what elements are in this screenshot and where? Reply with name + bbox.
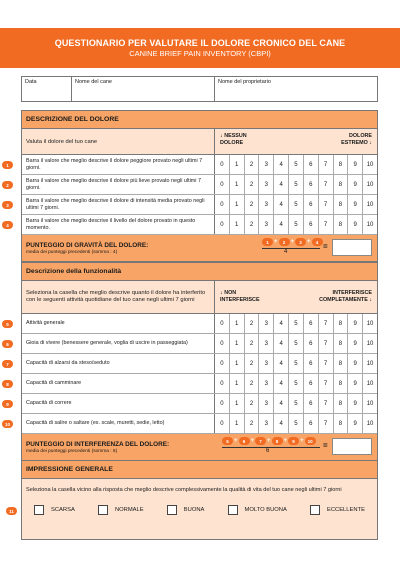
pain-score-title: PUNTEGGIO DI GRAVITÀ DEL DOLORE:: [26, 241, 149, 249]
rating-option[interactable]: 6: [304, 374, 319, 393]
rating-option[interactable]: 6: [304, 414, 319, 433]
function-row: [6, 354, 377, 374]
pain-score-text: [22, 239, 152, 258]
rating-option[interactable]: 6: [304, 155, 319, 174]
rating-option[interactable]: 8: [334, 414, 349, 433]
rating-option[interactable]: 4: [274, 414, 289, 433]
rating-scale: [215, 334, 377, 353]
pain-score-box[interactable]: [332, 239, 372, 256]
rating-option[interactable]: 1: [230, 414, 245, 433]
rating-option[interactable]: 3: [259, 354, 274, 373]
rating-option[interactable]: 9: [348, 155, 363, 174]
pain-scale-labels: [215, 129, 377, 154]
rating-option[interactable]: 2: [245, 334, 260, 353]
pain-formula: 1 + 2 + 3 + 4: [262, 238, 323, 246]
function-row-label: [22, 354, 215, 373]
rating-option[interactable]: 5: [289, 334, 304, 353]
item-bullet: 5: [2, 320, 13, 328]
rating-option[interactable]: 10: [366, 360, 374, 367]
rating-option[interactable]: 3: [259, 215, 274, 234]
function-score-row: [22, 434, 377, 460]
rating-option[interactable]: 7: [319, 155, 334, 174]
function-row-text: Capacità di salire o saltare (es. scale, muretti, sedie, letto): [26, 420, 165, 427]
rating-option[interactable]: 0: [215, 314, 230, 333]
date-field[interactable]: Data: [22, 77, 72, 101]
rating-scale: [215, 354, 377, 373]
item-bullet: 3: [2, 201, 13, 209]
checkbox[interactable]: [310, 505, 320, 515]
rating-option[interactable]: 1: [230, 334, 245, 353]
pain-row-text: Barra il valore che meglio descrive il dolore peggiore provato negli ultimi 7 giorni.: [26, 157, 203, 171]
function-score-subtitle: media dei punteggi precedenti (somma : 6): [26, 448, 118, 454]
rating-scale: [215, 215, 377, 234]
form-title: QUESTIONARIO PER VALUTARE IL DOLORE CRONICO DEL CANE: [54, 38, 346, 48]
rating-option[interactable]: 0: [215, 155, 230, 174]
formula-pill: 8: [272, 437, 283, 445]
rating-scale: [215, 374, 377, 393]
pain-heading: DESCRIZIONE DEL DOLORE: [22, 111, 377, 129]
rating-option[interactable]: 4: [274, 334, 289, 353]
pain-row-label: [22, 175, 215, 194]
item-bullet: 11: [6, 507, 17, 515]
rating-option[interactable]: 2: [245, 215, 260, 234]
general-option-label: NORMALE: [114, 506, 144, 513]
rating-option[interactable]: 9: [348, 394, 363, 413]
rating-option[interactable]: 5: [289, 414, 304, 433]
general-option[interactable]: [167, 505, 205, 515]
function-row: [6, 394, 377, 414]
checkbox[interactable]: [34, 505, 44, 515]
function-rows: [4, 314, 377, 434]
rating-option[interactable]: 8: [334, 374, 349, 393]
rating-option[interactable]: 8: [334, 215, 349, 234]
rating-option[interactable]: 0: [215, 175, 230, 194]
rating-option[interactable]: 1: [230, 155, 245, 174]
rating-option[interactable]: 2: [245, 414, 260, 433]
rating-option[interactable]: 7: [319, 394, 334, 413]
rating-option[interactable]: 6: [304, 175, 319, 194]
function-formula: 5 + 6 + 7 + 8 + 9 + 10: [222, 437, 316, 445]
rating-option[interactable]: 4: [274, 394, 289, 413]
rating-option[interactable]: 5: [289, 175, 304, 194]
general-option-label: MOLTO BUONA: [244, 506, 287, 513]
rating-option[interactable]: 10: [366, 320, 374, 327]
rating-option[interactable]: 4: [274, 374, 289, 393]
pain-score-row: [22, 235, 377, 261]
function-row: [6, 314, 377, 334]
form-subtitle: CANINE BRIEF PAIN INVENTORY (CBPI): [129, 49, 271, 58]
rating-option[interactable]: 2: [245, 374, 260, 393]
item-bullet: 2: [2, 181, 13, 189]
rating-option[interactable]: 1: [230, 314, 245, 333]
function-section: [4, 262, 378, 461]
rating-option[interactable]: 3: [259, 175, 274, 194]
function-row: [4, 414, 377, 434]
pain-row-text: Barra il valore che meglio descrive il dolore di intensità media provato negli ultimi 7 giorni.: [26, 197, 205, 211]
function-row-text: Attività generale: [26, 320, 65, 327]
function-heading: Descrizione della funzionalità: [22, 263, 377, 281]
general-option[interactable]: [34, 505, 75, 515]
general-options-row: [9, 494, 373, 520]
rating-option[interactable]: 10: [366, 420, 374, 427]
formula-pill: 5: [222, 437, 233, 445]
rating-option[interactable]: 10: [366, 380, 374, 387]
function-row-text: Gioia di vivere (benessere generale, voglia di uscire in passeggiata): [26, 340, 188, 347]
rating-option[interactable]: 10: [366, 201, 374, 208]
rating-option[interactable]: 3: [259, 195, 274, 214]
rating-option[interactable]: 4: [274, 314, 289, 333]
form-header: [0, 28, 400, 68]
general-option-label: BUONA: [183, 506, 205, 513]
checkbox[interactable]: [167, 505, 177, 515]
item-bullet: 10: [2, 420, 13, 428]
rating-option[interactable]: 1: [230, 354, 245, 373]
rating-option[interactable]: 7: [319, 414, 334, 433]
rating-option[interactable]: 5: [289, 354, 304, 373]
function-row-text: Capacità di alzarsi da steso/seduto: [26, 360, 110, 367]
rating-option[interactable]: 2: [245, 314, 260, 333]
function-row-text: Capacità di camminare: [26, 380, 82, 387]
rating-option[interactable]: 0: [215, 354, 230, 373]
formula-pill: 6: [239, 437, 250, 445]
pain-high-label: DOLORE ESTREMO ↓: [341, 133, 372, 146]
rating-scale: [215, 175, 377, 194]
rating-scale: [215, 394, 377, 413]
pain-row-label: [22, 155, 215, 174]
rating-option[interactable]: 4: [274, 175, 289, 194]
general-option-label: SCARSA: [51, 506, 75, 513]
rating-option[interactable]: 2: [245, 354, 260, 373]
rating-option[interactable]: 9: [348, 414, 363, 433]
pain-row-label: [22, 215, 215, 234]
rating-scale: [215, 414, 377, 433]
rating-option[interactable]: 5: [289, 215, 304, 234]
rating-option[interactable]: 7: [319, 334, 334, 353]
pain-row: [6, 215, 377, 235]
item-bullet: 9: [2, 400, 13, 408]
rating-option[interactable]: 3: [259, 414, 274, 433]
rating-option[interactable]: 1: [230, 394, 245, 413]
fraction-line: [262, 248, 320, 249]
general-options: [26, 505, 373, 515]
rating-option[interactable]: 7: [319, 374, 334, 393]
rating-option[interactable]: 8: [334, 334, 349, 353]
formula-pill: 1: [262, 238, 273, 246]
formula-pill: 3: [295, 238, 306, 246]
function-row-label: [22, 394, 215, 413]
rating-option[interactable]: 0: [215, 195, 230, 214]
dog-name-field[interactable]: Nome del cane: [72, 77, 215, 101]
rating-option[interactable]: 0: [215, 374, 230, 393]
rating-option[interactable]: 10: [366, 400, 374, 407]
rating-option[interactable]: 5: [289, 314, 304, 333]
rating-option[interactable]: 9: [348, 215, 363, 234]
pain-section: [6, 110, 378, 262]
rating-option[interactable]: 9: [348, 195, 363, 214]
function-row-label: [22, 374, 215, 393]
function-subhead: [22, 281, 377, 314]
rating-option[interactable]: 8: [334, 354, 349, 373]
rating-option[interactable]: 6: [304, 334, 319, 353]
function-row: [6, 334, 377, 354]
rating-option[interactable]: 7: [319, 195, 334, 214]
rating-option[interactable]: 4: [274, 354, 289, 373]
function-low-label: ↓ NON INTERFERISCE: [220, 290, 260, 303]
equals-sign: =: [323, 441, 328, 450]
rating-option[interactable]: 9: [348, 175, 363, 194]
rating-option[interactable]: 8: [334, 155, 349, 174]
rating-option[interactable]: 3: [259, 374, 274, 393]
rating-option[interactable]: 2: [245, 394, 260, 413]
function-row: [6, 374, 377, 394]
info-box: [21, 76, 378, 102]
rating-option[interactable]: 1: [230, 215, 245, 234]
owner-name-field[interactable]: Nome del proprietario: [218, 79, 271, 85]
rating-option[interactable]: 5: [289, 374, 304, 393]
pain-question: Valuta il dolore del tuo cane: [22, 129, 215, 154]
item-bullet: 7: [2, 360, 13, 368]
function-scale-labels: [215, 281, 377, 313]
function-question: Seleziona la casella che meglio descrive quanto il dolore ha interferito con le seguenti attività quotidiane del tuo cane negli ultimi 7 giorni: [22, 281, 215, 313]
rating-option[interactable]: 3: [259, 155, 274, 174]
formula-pill: 9: [288, 437, 299, 445]
item-bullet: 1: [2, 161, 13, 169]
rating-option[interactable]: 0: [215, 414, 230, 433]
rating-option[interactable]: 10: [366, 221, 374, 228]
item-bullet: 4: [2, 221, 13, 229]
pain-row-label: [22, 195, 215, 214]
rating-option[interactable]: 2: [245, 195, 260, 214]
pain-divisor: 4: [284, 249, 288, 255]
checkbox[interactable]: [98, 505, 108, 515]
pain-rows: [6, 155, 377, 235]
rating-option[interactable]: 6: [304, 195, 319, 214]
rating-option[interactable]: 1: [230, 175, 245, 194]
item-bullet: 8: [2, 380, 13, 388]
rating-option[interactable]: 3: [259, 334, 274, 353]
rating-option[interactable]: 6: [304, 394, 319, 413]
rating-option[interactable]: 8: [334, 175, 349, 194]
function-high-label: INTERFERISCE COMPLETAMENTE ↓: [319, 290, 372, 303]
rating-option[interactable]: 2: [245, 155, 260, 174]
formula-pill: 4: [312, 238, 323, 246]
pain-row: [6, 195, 377, 215]
rating-option[interactable]: 3: [259, 314, 274, 333]
general-option-label: ECCELLENTE: [326, 506, 365, 513]
formula-pill: 2: [279, 238, 290, 246]
general-option[interactable]: [98, 505, 144, 515]
formula-pill: 7: [255, 437, 266, 445]
rating-option[interactable]: 9: [348, 354, 363, 373]
function-row-text: Capacità di correre: [26, 400, 72, 407]
pain-row: [6, 155, 377, 175]
item-bullet: 6: [2, 340, 13, 348]
rating-scale: [215, 314, 377, 333]
general-body: [9, 479, 377, 539]
pain-low-label: ↓ NESSUN DOLORE: [220, 133, 247, 146]
function-score-title: PUNTEGGIO DI INTERFERENZA DEL DOLORE:: [26, 440, 170, 448]
rating-option[interactable]: 7: [319, 215, 334, 234]
equals-sign: =: [323, 242, 328, 251]
checkbox[interactable]: [228, 505, 238, 515]
rating-option[interactable]: 0: [215, 215, 230, 234]
rating-option[interactable]: 8: [334, 394, 349, 413]
rating-option[interactable]: 5: [289, 394, 304, 413]
pain-row: [6, 175, 377, 195]
rating-option[interactable]: 4: [274, 215, 289, 234]
function-score-box[interactable]: [332, 438, 372, 455]
rating-option[interactable]: 4: [274, 155, 289, 174]
rating-option[interactable]: 10: [366, 340, 374, 347]
pain-row-text: Barra il valore che meglio descrive il livello del dolore provato in questo momento.: [26, 217, 196, 231]
rating-option[interactable]: 10: [366, 161, 374, 168]
formula-pill: 10: [305, 437, 316, 445]
pain-subhead: [22, 129, 377, 155]
rating-scale: [215, 195, 377, 214]
rating-option[interactable]: 6: [304, 354, 319, 373]
rating-scale: [215, 155, 377, 174]
rating-option[interactable]: 10: [366, 181, 374, 188]
function-row-label: [22, 414, 215, 433]
general-option[interactable]: [228, 505, 287, 515]
pain-row-text: Barra il valore che meglio descrive il dolore più lieve provato negli ultimi 7 giorni.: [26, 177, 201, 191]
rating-option[interactable]: 0: [215, 394, 230, 413]
rating-option[interactable]: 7: [319, 354, 334, 373]
general-section: [9, 460, 378, 540]
rating-option[interactable]: 2: [245, 175, 260, 194]
rating-option[interactable]: 7: [319, 314, 334, 333]
function-row-label: [22, 334, 215, 353]
rating-option[interactable]: 1: [230, 374, 245, 393]
rating-option[interactable]: 1: [230, 195, 245, 214]
function-row-label: [22, 314, 215, 333]
function-score-text: [22, 438, 173, 457]
rating-option[interactable]: 4: [274, 195, 289, 214]
pain-score-subtitle: media dei punteggi precedenti (somma : 4): [26, 249, 118, 255]
general-option[interactable]: [310, 505, 365, 515]
rating-option[interactable]: 8: [334, 195, 349, 214]
rating-option[interactable]: 9: [348, 314, 363, 333]
rating-option[interactable]: 5: [289, 195, 304, 214]
rating-option[interactable]: 6: [304, 314, 319, 333]
rating-option[interactable]: 0: [215, 334, 230, 353]
rating-option[interactable]: 5: [289, 155, 304, 174]
rating-option[interactable]: 8: [334, 314, 349, 333]
rating-option[interactable]: 3: [259, 394, 274, 413]
rating-option[interactable]: 6: [304, 215, 319, 234]
rating-option[interactable]: 7: [319, 175, 334, 194]
fraction-line: [222, 447, 320, 448]
rating-option[interactable]: 9: [348, 334, 363, 353]
function-divisor: 6: [266, 448, 270, 454]
general-heading: IMPRESSIONE GENERALE: [22, 461, 377, 479]
general-question: Seleziona la casella vicino alla risposta che meglio descrive complessivamente la qualità di vita del tuo cane negli ultimi 7 giorni: [26, 487, 342, 493]
rating-option[interactable]: 9: [348, 374, 363, 393]
